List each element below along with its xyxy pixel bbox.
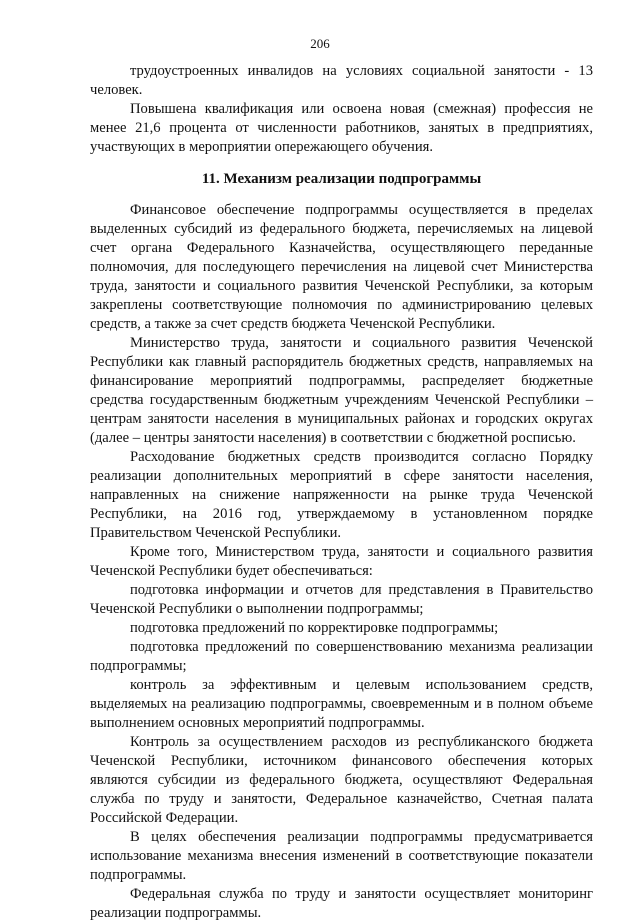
intro-paragraph: трудоустроенных инвалидов на условиях социальной занятости - 13 человек.	[90, 63, 593, 98]
body-paragraph: Кроме того, Министерством труда, занятости и социального развития Чеченской Республики будет обеспечиваться:	[90, 544, 593, 579]
page-number: 206	[310, 36, 330, 51]
body-paragraph: Министерство труда, занятости и социального развития Чеченской Республики как главный распорядитель бюджетных средств, направляемых на финансирование мероприятий подпрограммы, распределяет бюджетные средства государственным бюджетным учреждениям Чеченской Республики – центрам занятости населения в муниципальных районах и городских округах (далее – центры занятости населения) в соответствии с бюджетной росписью.	[90, 335, 593, 446]
list-item: контроль за эффективным и целевым использованием средств, выделяемых на реализацию подпрограммы, своевременным и в полном объеме выполнением основных мероприятий подпрограммы.	[90, 677, 593, 731]
list-item: подготовка предложений по совершенствованию механизма реализации подпрограммы;	[90, 639, 593, 674]
intro-paragraph: Повышена квалификация или освоена новая (смежная) профессия не менее 21,6 процента от численности работников, занятых в предприятиях, участвующих в мероприятии опережающего обучения.	[90, 101, 593, 155]
list-item: подготовка информации и отчетов для представления в Правительство Чеченской Республики о выполнении подпрограммы;	[90, 582, 593, 617]
section-title: 11. Механизм реализации подпрограммы	[201, 171, 482, 187]
body-paragraph: Федеральная служба по труду и занятости осуществляет мониторинг реализации подпрограммы.	[90, 886, 593, 921]
body-paragraph: Расходование бюджетных средств производится согласно Порядку реализации дополнительных мероприятий в сфере занятости населения, направленных на снижение напряженности на рынке труда Чеченской Республики, на 2016 год, утверждаемому в установленном порядке Правительством Чеченской Республики.	[90, 449, 593, 541]
body-paragraph: Финансовое обеспечение подпрограммы осуществляется в пределах выделенных субсидий из федерального бюджета, перечисляемых на лицевой счет органа Федерального Казначейства, осуществляющего переданные полномочия, для последующего перечисления на лицевой счет Министерства труда, занятости и социального развития Чеченской Республики, за которым закреплены соответствующие полномочия по администрированию целевых средств, а также за счет средств бюджета Чеченской Республики.	[90, 202, 593, 332]
list-item: подготовка предложений по корректировке подпрограммы;	[130, 620, 499, 636]
body-paragraph: Контроль за осуществлением расходов из республиканского бюджета Чеченской Республики, источником финансового обеспечения которых являются субсидии из федерального бюджета, осуществляют Федеральная служба по труду и занятости, Федеральное казначейство, Счетная палата Российской Федерации.	[90, 734, 593, 826]
body-paragraph: В целях обеспечения реализации подпрограммы предусматривается использование механизма внесения изменений в соответствующие показатели подпрограммы.	[90, 829, 593, 883]
page-content	[90, 62, 593, 923]
